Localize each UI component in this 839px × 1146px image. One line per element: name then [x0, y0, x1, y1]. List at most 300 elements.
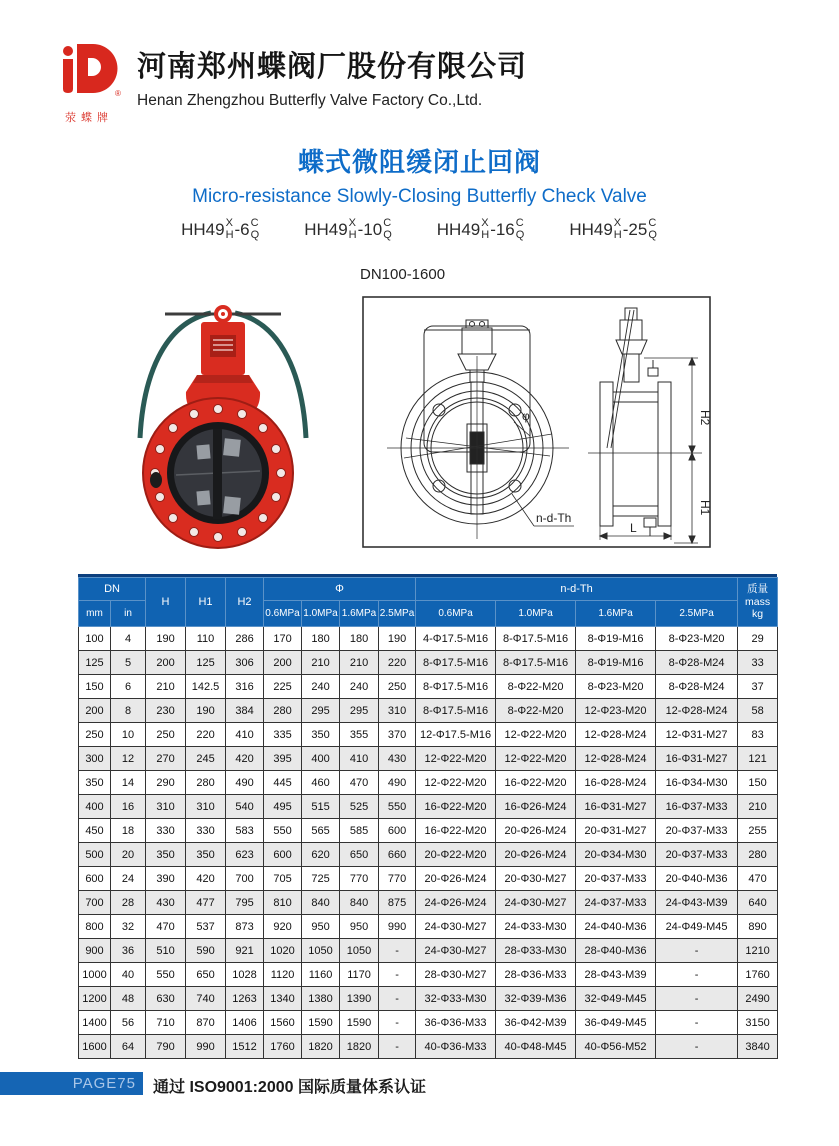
table-cell: 330 — [186, 819, 226, 843]
model-base: HH49 — [569, 219, 613, 239]
table-cell: 1820 — [302, 1035, 340, 1059]
table-cell: 623 — [226, 843, 264, 867]
table-cell: 920 — [264, 915, 302, 939]
table-cell: 250 — [79, 723, 111, 747]
product-title-cn: 蝶式微阻缓闭止回阀 — [297, 147, 541, 177]
table-cell: 700 — [226, 867, 264, 891]
table-cell: 225 — [264, 675, 302, 699]
table-cell: 16-Φ28-M24 — [576, 771, 656, 795]
table-cell: 550 — [146, 963, 186, 987]
table-cell: 410 — [226, 723, 264, 747]
table-cell: 390 — [146, 867, 186, 891]
table-cell: 384 — [226, 699, 264, 723]
col-header-dn: DN — [79, 578, 146, 601]
table-cell: 430 — [146, 891, 186, 915]
table-cell: 10 — [111, 723, 146, 747]
drawing-h1-label: H1 — [698, 500, 711, 516]
table-row — [79, 843, 778, 867]
dimension-table — [78, 574, 777, 1059]
table-cell: 1200 — [79, 987, 111, 1011]
table-cell: 1263 — [226, 987, 264, 1011]
col-header-mm: mm — [79, 601, 111, 627]
table-cell: 20-Φ22-M20 — [416, 843, 496, 867]
table-cell: 150 — [738, 771, 778, 795]
table-cell: 700 — [79, 891, 111, 915]
table-cell: - — [656, 1011, 738, 1035]
table-cell: 1020 — [264, 939, 302, 963]
table-row — [79, 987, 778, 1011]
table-cell: 220 — [379, 651, 416, 675]
model-fraction: X H — [481, 217, 490, 241]
table-row — [79, 891, 778, 915]
table-cell: 8-Φ23-M20 — [576, 675, 656, 699]
page-header — [55, 40, 527, 125]
table-cell: 590 — [186, 939, 226, 963]
table-cell: 630 — [146, 987, 186, 1011]
table-cell: 240 — [340, 675, 379, 699]
table-cell: 950 — [340, 915, 379, 939]
certification-text: 通过 ISO9001:2000 国际质量体系认证 — [153, 1079, 426, 1096]
table-cell: 640 — [738, 891, 778, 915]
model-size: -10 — [357, 219, 383, 239]
col-header-phi-25: 2.5MPa — [379, 601, 416, 627]
table-cell: 16-Φ26-M24 — [496, 795, 576, 819]
table-cell: 125 — [79, 651, 111, 675]
table-cell: 20 — [111, 843, 146, 867]
table-cell: 16 — [111, 795, 146, 819]
table-row — [79, 1011, 778, 1035]
table-cell: 20-Φ37-M33 — [656, 819, 738, 843]
table-cell: - — [656, 987, 738, 1011]
table-row — [79, 675, 778, 699]
table-cell: 12-Φ17.5-M16 — [416, 723, 496, 747]
table-cell: 725 — [302, 867, 340, 891]
col-header-ndth: n-d-Th — [416, 578, 738, 601]
table-cell: 870 — [186, 1011, 226, 1035]
table-cell: 20-Φ26-M24 — [496, 819, 576, 843]
table-cell: 20-Φ26-M24 — [496, 843, 576, 867]
table-cell: - — [379, 987, 416, 1011]
table-cell: 6 — [111, 675, 146, 699]
table-cell: 20-Φ30-M27 — [496, 867, 576, 891]
table-cell: 8-Φ19-M16 — [576, 627, 656, 651]
table-cell: 125 — [186, 651, 226, 675]
table-cell: 16-Φ22-M20 — [416, 795, 496, 819]
col-header-phi-10: 1.0MPa — [302, 601, 340, 627]
table-cell: 28-Φ40-M36 — [576, 939, 656, 963]
table-cell: 48 — [111, 987, 146, 1011]
table-cell: 800 — [79, 915, 111, 939]
table-cell: 12-Φ22-M20 — [496, 747, 576, 771]
table-cell: 280 — [738, 843, 778, 867]
table-cell: 495 — [264, 795, 302, 819]
table-cell: 32 — [111, 915, 146, 939]
table-cell: 310 — [186, 795, 226, 819]
table-cell: 32-Φ49-M45 — [576, 987, 656, 1011]
table-cell: 36-Φ42-M39 — [496, 1011, 576, 1035]
table-cell: 350 — [186, 843, 226, 867]
table-cell: 220 — [186, 723, 226, 747]
table-cell: 12-Φ22-M20 — [416, 771, 496, 795]
table-cell: 1560 — [264, 1011, 302, 1035]
table-cell: 1340 — [264, 987, 302, 1011]
table-cell: 40-Φ48-M45 — [496, 1035, 576, 1059]
table-cell: 40-Φ56-M52 — [576, 1035, 656, 1059]
model-fraction: C Q — [250, 217, 260, 241]
table-cell: 24-Φ30-M27 — [416, 915, 496, 939]
company-name-cn: 河南郑州蝶阀厂股份有限公司 — [137, 51, 528, 83]
table-cell: 1590 — [302, 1011, 340, 1035]
table-cell: 14 — [111, 771, 146, 795]
table-cell: - — [379, 1035, 416, 1059]
table-cell: 12-Φ31-M27 — [656, 723, 738, 747]
table-cell: 32-Φ33-M30 — [416, 987, 496, 1011]
table-cell: 270 — [146, 747, 186, 771]
table-cell: 420 — [186, 867, 226, 891]
table-cell: 450 — [79, 819, 111, 843]
col-header-ndth-25: 2.5MPa — [656, 601, 738, 627]
col-header-ndth-16: 1.6MPa — [576, 601, 656, 627]
table-cell: 230 — [146, 699, 186, 723]
table-cell: 400 — [79, 795, 111, 819]
table-cell: - — [379, 963, 416, 987]
table-cell: 1600 — [79, 1035, 111, 1059]
table-cell: 350 — [79, 771, 111, 795]
table-cell: 8 — [111, 699, 146, 723]
col-header-h1: H1 — [186, 578, 226, 627]
table-cell: 490 — [379, 771, 416, 795]
table-cell: 770 — [379, 867, 416, 891]
table-cell: 20-Φ31-M27 — [576, 819, 656, 843]
model-code — [304, 218, 393, 241]
drawing-ndth-label: n-d-Th — [536, 511, 572, 525]
table-cell: 600 — [264, 843, 302, 867]
table-cell: 1512 — [226, 1035, 264, 1059]
table-row — [79, 1035, 778, 1059]
table-cell: 295 — [302, 699, 340, 723]
table-cell: 583 — [226, 819, 264, 843]
col-header-phi-06: 0.6MPa — [264, 601, 302, 627]
table-cell: 24-Φ26-M24 — [416, 891, 496, 915]
table-cell: 12-Φ28-M24 — [576, 747, 656, 771]
table-cell: 1380 — [302, 987, 340, 1011]
table-cell: 210 — [340, 651, 379, 675]
table-row — [79, 963, 778, 987]
table-cell: 890 — [738, 915, 778, 939]
table-cell: 190 — [379, 627, 416, 651]
table-cell: 28 — [111, 891, 146, 915]
table-cell: 16-Φ22-M20 — [496, 771, 576, 795]
table-cell: 1820 — [340, 1035, 379, 1059]
table-cell: 650 — [340, 843, 379, 867]
table-cell: 12-Φ28-M24 — [576, 723, 656, 747]
table-cell: 795 — [226, 891, 264, 915]
table-cell: 470 — [146, 915, 186, 939]
table-cell: 4 — [111, 627, 146, 651]
table-cell: 316 — [226, 675, 264, 699]
table-cell: 565 — [302, 819, 340, 843]
model-base: HH49 — [436, 219, 481, 239]
table-cell: 200 — [264, 651, 302, 675]
table-cell: 20-Φ26-M24 — [416, 867, 496, 891]
table-cell: 240 — [302, 675, 340, 699]
table-cell: 28-Φ36-M33 — [496, 963, 576, 987]
model-code — [569, 218, 658, 241]
table-cell: 24-Φ30-M27 — [496, 891, 576, 915]
table-cell: 950 — [302, 915, 340, 939]
company-name-en: Henan Zhengzhou Butterfly Valve Factory Co.,Ltd. — [137, 92, 483, 109]
table-cell: 24-Φ37-M33 — [576, 891, 656, 915]
table-cell: 200 — [79, 699, 111, 723]
table-cell: 840 — [302, 891, 340, 915]
table-cell: 16-Φ31-M27 — [576, 795, 656, 819]
table-cell: 1760 — [738, 963, 778, 987]
table-cell: 477 — [186, 891, 226, 915]
table-cell: 4-Φ17.5-M16 — [416, 627, 496, 651]
table-cell: 525 — [340, 795, 379, 819]
table-cell: 550 — [379, 795, 416, 819]
table-cell: 350 — [302, 723, 340, 747]
table-cell: - — [379, 939, 416, 963]
table-row — [79, 867, 778, 891]
table-cell: 705 — [264, 867, 302, 891]
table-cell: 210 — [738, 795, 778, 819]
table-cell: 500 — [79, 843, 111, 867]
table-cell: 537 — [186, 915, 226, 939]
table-cell: - — [656, 939, 738, 963]
table-cell: 1590 — [340, 1011, 379, 1035]
table-cell: 280 — [264, 699, 302, 723]
table-cell: 33 — [738, 651, 778, 675]
table-cell: 8-Φ17.5-M16 — [496, 651, 576, 675]
table-row — [79, 771, 778, 795]
table-cell: 28-Φ43-M39 — [576, 963, 656, 987]
table-cell: 1000 — [79, 963, 111, 987]
table-cell: 310 — [379, 699, 416, 723]
table-row — [79, 627, 778, 651]
table-cell: 250 — [146, 723, 186, 747]
table-cell: 20-Φ37-M33 — [656, 843, 738, 867]
butterfly-brand-logo-icon — [55, 40, 123, 102]
table-cell: 58 — [738, 699, 778, 723]
table-row — [79, 819, 778, 843]
model-size: -6 — [234, 219, 250, 239]
table-cell: 100 — [79, 627, 111, 651]
table-cell: 600 — [379, 819, 416, 843]
table-cell: 470 — [738, 867, 778, 891]
table-cell: 515 — [302, 795, 340, 819]
table-cell: 740 — [186, 987, 226, 1011]
table-cell: 255 — [738, 819, 778, 843]
model-code — [437, 218, 526, 241]
table-cell: 810 — [264, 891, 302, 915]
table-cell: 8-Φ19-M16 — [576, 651, 656, 675]
table-cell: 16-Φ34-M30 — [656, 771, 738, 795]
table-cell: 24-Φ49-M45 — [656, 915, 738, 939]
table-cell: 245 — [186, 747, 226, 771]
table-cell: 29 — [738, 627, 778, 651]
table-cell: 1170 — [340, 963, 379, 987]
table-cell: 5 — [111, 651, 146, 675]
model-size: -25 — [622, 219, 648, 239]
table-cell: 490 — [226, 771, 264, 795]
table-cell: 12-Φ23-M20 — [576, 699, 656, 723]
table-cell: 620 — [302, 843, 340, 867]
table-cell: 430 — [379, 747, 416, 771]
col-header-ndth-06: 0.6MPa — [416, 601, 496, 627]
col-header-h2: H2 — [226, 578, 264, 627]
table-cell: 510 — [146, 939, 186, 963]
table-cell: - — [656, 1035, 738, 1059]
table-cell: 142.5 — [186, 675, 226, 699]
table-cell: 370 — [379, 723, 416, 747]
table-cell: 8-Φ17.5-M16 — [416, 675, 496, 699]
table-cell: 121 — [738, 747, 778, 771]
table-cell: 410 — [340, 747, 379, 771]
table-cell: 180 — [340, 627, 379, 651]
model-fraction: C Q — [648, 217, 657, 241]
table-cell: 460 — [302, 771, 340, 795]
table-cell: 310 — [146, 795, 186, 819]
table-cell: 28-Φ30-M27 — [416, 963, 496, 987]
table-cell: 550 — [264, 819, 302, 843]
col-header-mass: 质量 mass kg — [738, 578, 778, 627]
svg-text:®: ® — [115, 89, 121, 98]
table-cell: 8-Φ17.5-M16 — [416, 651, 496, 675]
table-cell: 37 — [738, 675, 778, 699]
table-cell: 32-Φ39-M36 — [496, 987, 576, 1011]
model-size: -16 — [490, 219, 515, 239]
model-fraction: X H — [348, 217, 357, 241]
table-cell: 18 — [111, 819, 146, 843]
table-cell: 56 — [111, 1011, 146, 1035]
col-header-phi-16: 1.6MPa — [340, 601, 379, 627]
table-cell: 1160 — [302, 963, 340, 987]
table-cell: 873 — [226, 915, 264, 939]
table-cell: 540 — [226, 795, 264, 819]
table-cell: 250 — [379, 675, 416, 699]
table-cell: 585 — [340, 819, 379, 843]
table-cell: 40-Φ36-M33 — [416, 1035, 496, 1059]
model-codes — [0, 218, 839, 241]
table-cell: 900 — [79, 939, 111, 963]
table-cell: 150 — [79, 675, 111, 699]
table-cell: 3150 — [738, 1011, 778, 1035]
table-cell: 83 — [738, 723, 778, 747]
table-cell: 16-Φ22-M20 — [416, 819, 496, 843]
table-cell: 8-Φ22-M20 — [496, 675, 576, 699]
table-cell: 8-Φ17.5-M16 — [496, 627, 576, 651]
table-cell: 210 — [302, 651, 340, 675]
table-cell: 335 — [264, 723, 302, 747]
table-cell: 12-Φ28-M24 — [656, 699, 738, 723]
table-row — [79, 939, 778, 963]
model-fraction: C Q — [383, 217, 392, 241]
table-cell: 420 — [226, 747, 264, 771]
table-cell: 280 — [186, 771, 226, 795]
drawing-phi-label: φ — [522, 409, 530, 423]
table-cell: 1390 — [340, 987, 379, 1011]
table-cell: 1400 — [79, 1011, 111, 1035]
table-cell: 790 — [146, 1035, 186, 1059]
table-cell: 445 — [264, 771, 302, 795]
table-cell: 710 — [146, 1011, 186, 1035]
table-cell: 295 — [340, 699, 379, 723]
table-cell: 286 — [226, 627, 264, 651]
drawing-l-label: L — [630, 521, 637, 535]
table-cell: 290 — [146, 771, 186, 795]
col-header-phi: Φ — [264, 578, 416, 601]
table-cell: 1050 — [302, 939, 340, 963]
table-cell: 470 — [340, 771, 379, 795]
brand-mark: 荥蝶牌 — [65, 112, 113, 124]
table-cell: 1120 — [264, 963, 302, 987]
table-cell: 180 — [302, 627, 340, 651]
table-cell: 1406 — [226, 1011, 264, 1035]
table-cell: 170 — [264, 627, 302, 651]
table-cell: 28-Φ33-M30 — [496, 939, 576, 963]
table-cell: 306 — [226, 651, 264, 675]
table-cell: 840 — [340, 891, 379, 915]
table-cell: 200 — [146, 651, 186, 675]
table-cell: 8-Φ22-M20 — [496, 699, 576, 723]
table-cell: 300 — [79, 747, 111, 771]
table-cell: 64 — [111, 1035, 146, 1059]
company-logo — [55, 40, 123, 125]
table-cell: - — [379, 1011, 416, 1035]
table-cell: 40 — [111, 963, 146, 987]
table-cell: 8-Φ28-M24 — [656, 651, 738, 675]
table-row — [79, 747, 778, 771]
table-cell: 660 — [379, 843, 416, 867]
dn-range-label: DN100-1600 — [360, 266, 446, 283]
page-number-bar — [0, 1072, 143, 1095]
table-cell: 190 — [146, 627, 186, 651]
table-cell: 24-Φ30-M27 — [416, 939, 496, 963]
table-cell: 1028 — [226, 963, 264, 987]
table-cell: 355 — [340, 723, 379, 747]
model-fraction: C Q — [515, 217, 525, 241]
model-code — [181, 218, 260, 241]
table-cell: 36-Φ36-M33 — [416, 1011, 496, 1035]
table-cell: 12-Φ22-M20 — [496, 723, 576, 747]
valve-dimension-drawing — [362, 296, 711, 553]
model-base: HH49 — [181, 219, 225, 239]
table-cell: 20-Φ37-M33 — [576, 867, 656, 891]
table-cell: 110 — [186, 627, 226, 651]
table-cell: 190 — [186, 699, 226, 723]
drawing-h2-label: H2 — [698, 410, 711, 426]
table-row — [79, 651, 778, 675]
table-cell: 24-Φ33-M30 — [496, 915, 576, 939]
table-cell: 990 — [186, 1035, 226, 1059]
table-cell: 12-Φ22-M20 — [416, 747, 496, 771]
table-cell: 8-Φ28-M24 — [656, 675, 738, 699]
table-body — [79, 627, 778, 1059]
table-cell: 1210 — [738, 939, 778, 963]
table-cell: 24 — [111, 867, 146, 891]
table-cell: 395 — [264, 747, 302, 771]
table-cell: 400 — [302, 747, 340, 771]
table-cell: 20-Φ34-M30 — [576, 843, 656, 867]
valve-product-photo — [103, 293, 335, 564]
table-cell: 1050 — [340, 939, 379, 963]
table-cell: 2490 — [738, 987, 778, 1011]
model-fraction: X H — [613, 217, 622, 241]
table-row — [79, 699, 778, 723]
col-header-h: H — [146, 578, 186, 627]
table-cell: 24-Φ40-M36 — [576, 915, 656, 939]
